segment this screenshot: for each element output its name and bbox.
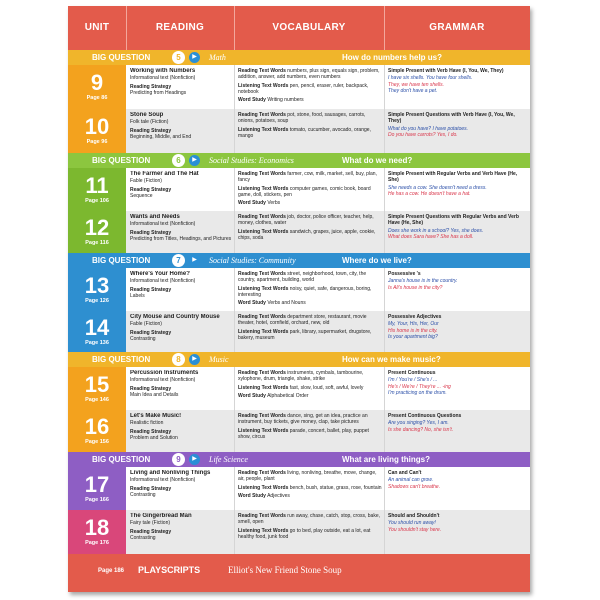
vocab-label: Reading Text Words [238, 112, 286, 118]
vocab-words: dance, sing, get an idea, practice an instrument, buy tickets, give money, clap, take pictures [238, 413, 368, 426]
reading-strategy-label: Reading Strategy [130, 127, 172, 134]
vocab-words: pot, stone, food, sausages, carrots, onions, potatoes, soup [238, 112, 366, 125]
reading-strategy-label: Reading Strategy [130, 428, 172, 435]
header-vocabulary: VOCABULARY [272, 22, 346, 33]
column-divider [234, 168, 235, 211]
vocab-label: Reading Text Words [238, 370, 286, 376]
big-question-subject: Math [209, 53, 226, 62]
reading-strategy: Contrasting [130, 335, 156, 342]
big-question-text: Where do we live? [342, 256, 412, 265]
grammar-cell [388, 513, 526, 553]
reading-strategy: Predicting from Titles, Headings, and Pictures [130, 235, 232, 242]
genre-text: Informational text [130, 477, 169, 484]
genre-note: (Nonfiction) [169, 221, 196, 228]
grammar-example: What do you have? I have potatoes. [388, 125, 469, 132]
unit-number-cell [68, 211, 126, 253]
big-question-line [205, 352, 441, 367]
vocab-line [238, 97, 382, 103]
vocab-label: Listening Text Words [238, 328, 289, 335]
big-question-number: 5 [172, 51, 185, 64]
vocab-line [238, 329, 382, 342]
vocab-label: Listening Text Words [238, 126, 289, 133]
reading-cell [130, 214, 232, 252]
vocab-line [238, 493, 382, 499]
grammar-example: They, we have ten shells. [388, 81, 445, 88]
grammar-title: Should and Shouldn't [388, 513, 440, 519]
big-question-number: 9 [172, 453, 185, 466]
genre-text: Fairy tale [130, 520, 151, 527]
unit-number-cell [68, 65, 126, 109]
reading-cell [130, 413, 232, 451]
grammar-example: You shouldn't stay here. [388, 526, 442, 533]
genre-note: (Fiction) [150, 119, 169, 126]
vocab-label: Listening Text Words [238, 384, 289, 391]
big-question-number: 8 [172, 353, 185, 366]
grammar-example: What does Sara have? She has a doll. [388, 233, 474, 240]
reading-cell [130, 370, 232, 409]
vocab-label: Listening Text Words [238, 185, 289, 192]
big-question-number: 7 [172, 254, 185, 267]
unit-page: Page 156 [85, 439, 109, 445]
unit-number: 9 [90, 70, 104, 95]
grammar-example: Is she dancing? No, she isn't. [388, 426, 454, 433]
vocab-line [238, 370, 382, 383]
column-divider [234, 211, 235, 253]
big-question-subject: Music [209, 355, 229, 364]
vocabulary-cell [238, 413, 382, 451]
big-question-number: 6 [172, 154, 185, 167]
big-question-subject: Life Science [209, 455, 248, 464]
vocab-line [238, 186, 382, 199]
vocab-label: Listening Text Words [238, 484, 289, 491]
reading-cell [130, 171, 232, 210]
big-question-text: How do numbers help us? [342, 53, 443, 62]
column-divider [384, 268, 385, 311]
vocab-label: Listening Text Words [238, 82, 289, 89]
vocabulary-cell [238, 68, 382, 108]
vocab-words: parade, concert, ballet, play, puppet show, circus [238, 427, 369, 440]
reading-cell [130, 314, 232, 351]
footer-titles: Elliot's New Friend Stone Soup [228, 565, 342, 575]
big-question-line [205, 50, 443, 65]
unit-number-cell [68, 268, 126, 311]
grammar-cell [388, 271, 526, 310]
header-reading: READING [155, 22, 205, 33]
reading-title: The Gingerbread Man [130, 513, 192, 519]
genre-text: Realistic fiction [130, 420, 164, 427]
vocab-line [238, 127, 382, 140]
vocabulary-cell [238, 470, 382, 509]
grammar-example: Does she work in a school? Yes, she does. [388, 227, 484, 234]
grammar-title: Simple Present with Verb Have (I, You, We, They) [388, 68, 504, 74]
vocabulary-cell [238, 314, 382, 351]
reading-title: The Farmer and The Hat [130, 171, 199, 177]
grammar-example: He has a cow. He doesn't have a hat. [388, 190, 471, 197]
vocab-words: department store, restaurant, movie theater, hotel, cornfield, orchard, new, old [238, 314, 367, 327]
vocab-line [238, 112, 382, 125]
vocab-line [238, 413, 382, 426]
vocab-line [238, 300, 382, 306]
vocab-line [238, 229, 382, 242]
play-icon: ▶ [189, 155, 200, 166]
column-divider [234, 410, 235, 452]
genre-text: Fable [130, 178, 143, 185]
reading-strategy: Sequence [130, 192, 153, 199]
grammar-example: His home is in the city. [388, 327, 438, 334]
unit-page: Page 166 [85, 497, 109, 503]
vocab-line [238, 428, 382, 441]
vocab-line [238, 385, 382, 391]
reading-strategy: Main Idea and Details [130, 391, 179, 398]
genre-text: Informational text [130, 377, 169, 384]
unit-page: Page 146 [85, 397, 109, 403]
reading-title: Stone Soup [130, 112, 164, 118]
vocab-line [238, 485, 382, 491]
grammar-cell [388, 171, 526, 210]
reading-genre [130, 278, 232, 284]
reading-strategy-label: Reading Strategy [130, 186, 172, 193]
vocab-words: run away, chase, catch, stop, cross, bake, smell, open [238, 513, 381, 526]
vocab-label: Reading Text Words [238, 470, 286, 476]
column-divider [384, 367, 385, 410]
vocab-line [238, 171, 382, 184]
big-question-subject: Social Studies: Economics [209, 156, 294, 165]
big-question-line [205, 253, 412, 268]
reading-strategy-label: Reading Strategy [130, 485, 172, 492]
grammar-example: Is Ali's house in the city? [388, 284, 443, 291]
reading-genre [130, 477, 232, 483]
vocab-words: instruments, cymbals, tambourine, xylophone, drum, triangle, shake, strike [238, 370, 364, 383]
reading-cell [130, 112, 232, 152]
reading-strategy: Labels [130, 292, 145, 299]
vocab-words: tomato, cucumber, avocado, orange, mango [238, 126, 371, 139]
play-icon: ▶ [189, 255, 200, 266]
big-question-banner [68, 253, 530, 268]
column-divider [234, 311, 235, 352]
column-divider [234, 109, 235, 153]
column-divider [384, 109, 385, 153]
grammar-example: I'm practicing on the drum. [388, 389, 447, 396]
vocab-words: bench, bush, statue, grass, rose, fountain [289, 484, 382, 491]
vocab-line [238, 200, 382, 206]
grammar-title: Possessive Adjectives [388, 314, 442, 320]
grammar-example: I have six shells. You have four shells. [388, 75, 473, 82]
vocab-line [238, 286, 382, 299]
unit-number: 11 [85, 173, 109, 198]
reading-genre [130, 221, 232, 227]
header-divider [126, 6, 127, 50]
vocab-label: Word Study [238, 492, 266, 499]
big-question-label: BIG QUESTION [92, 455, 151, 464]
grammar-example: You should run away! [388, 520, 436, 527]
vocab-label: Listening Text Words [238, 527, 289, 534]
unit-page: Page 96 [86, 139, 108, 145]
grammar-example: Janna's house is in the country. [388, 278, 458, 285]
grammar-cell [388, 314, 526, 351]
reading-genre [130, 420, 232, 426]
reading-title: Let's Make Music! [130, 413, 182, 419]
reading-genre [130, 520, 232, 526]
unit-number-cell [68, 109, 126, 153]
unit-page: Page 126 [85, 298, 109, 304]
column-divider [384, 510, 385, 554]
reading-strategy-label: Reading Strategy [130, 286, 172, 293]
unit-number-cell [68, 168, 126, 211]
grammar-example: They don't have a pet. [388, 87, 438, 94]
big-question-line [205, 153, 413, 168]
vocabulary-cell [238, 171, 382, 210]
vocab-label: Word Study [238, 300, 266, 307]
unit-number-cell [68, 311, 126, 352]
vocab-label: Reading Text Words [238, 271, 286, 277]
grammar-example: An animal can grow. [388, 477, 434, 484]
vocab-label: Reading Text Words [238, 214, 286, 220]
genre-note: (Nonfiction) [169, 377, 196, 384]
unit-number: 15 [84, 372, 110, 397]
vocab-label: Word Study [238, 392, 266, 399]
column-divider [234, 510, 235, 554]
column-divider [234, 367, 235, 410]
grammar-example: He's / We're / They're ... -ing [388, 383, 451, 390]
reading-title: Working with Numbers [130, 68, 196, 74]
grammar-title: Can and Can't [388, 470, 422, 476]
unit-number-cell [68, 510, 126, 554]
vocab-words: Alphabetical Order [267, 392, 309, 399]
unit-number: 13 [84, 273, 110, 298]
vocab-words: Verbs [267, 200, 281, 207]
reading-title: Where's Your Home? [130, 271, 190, 277]
reading-genre [130, 75, 232, 81]
grammar-cell [388, 413, 526, 451]
vocab-words: noisy, quiet, safe, dangerous, boring, interesting [238, 285, 372, 298]
footer-page: Page 186 [98, 568, 125, 574]
grammar-cell [388, 214, 526, 252]
reading-strategy-label: Reading Strategy [130, 385, 172, 392]
genre-text: Informational text [130, 278, 169, 285]
reading-strategy-label: Reading Strategy [130, 528, 172, 535]
reading-strategy-label: Reading Strategy [130, 83, 172, 90]
vocab-label: Reading Text Words [238, 314, 286, 320]
big-question-banner [68, 352, 530, 367]
grammar-example: She needs a cow. She doesn't need a dress. [388, 184, 487, 191]
vocab-words: computer games, comic book, board game, doll, stickers, pen [238, 185, 371, 198]
reading-strategy: Beginning, Middle, and End [130, 133, 192, 140]
grammar-title: Simple Present with Regular Verbs and Verb Have (He, She) [388, 171, 518, 184]
big-question-text: What do we need? [342, 156, 413, 165]
vocab-line [238, 513, 382, 526]
reading-strategy: Problem and Solution [130, 434, 178, 441]
reading-cell [130, 513, 232, 553]
reading-title: Living and Nonliving Things [130, 470, 211, 476]
column-divider [384, 311, 385, 352]
vocab-line [238, 83, 382, 96]
vocab-words: Writing numbers [267, 97, 304, 104]
unit-page: Page 176 [85, 540, 109, 546]
vocab-label: Listening Text Words [238, 228, 289, 235]
genre-text: Informational text [130, 75, 169, 82]
unit-number: 10 [84, 114, 110, 139]
vocab-label: Listening Text Words [238, 285, 289, 292]
big-question-banner [68, 153, 530, 168]
big-question-label: BIG QUESTION [92, 156, 151, 165]
grammar-example: Do you have carrots? Yes, I do. [388, 131, 458, 138]
reading-genre [130, 178, 232, 184]
unit-number-cell [68, 410, 126, 452]
reading-title: Wants and Needs [130, 214, 180, 220]
grammar-example: Is your apartment big? [388, 333, 438, 340]
genre-note: (Nonfiction) [169, 278, 196, 285]
reading-title: City Mouse and Country Mouse [130, 314, 220, 320]
vocab-words: pen, pencil, eraser, ruler, backpack, notebook [238, 82, 369, 95]
big-question-label: BIG QUESTION [92, 53, 151, 62]
play-icon: ▶ [189, 354, 200, 365]
grammar-example: Shadows can't breathe. [388, 483, 441, 490]
reading-strategy-label: Reading Strategy [130, 229, 172, 236]
big-question-label: BIG QUESTION [92, 355, 151, 364]
reading-strategy: Contrasting [130, 534, 156, 541]
big-question-line [205, 452, 431, 467]
play-icon: ▶ [189, 52, 200, 63]
reading-strategy: Contrasting [130, 491, 156, 498]
grammar-example: Are you singing? Yes, I am. [388, 420, 449, 427]
grammar-cell [388, 68, 526, 108]
unit-page: Page 116 [85, 240, 109, 246]
vocab-words: Adjectives [267, 492, 290, 499]
vocabulary-cell [238, 271, 382, 310]
play-icon: ▶ [189, 454, 200, 465]
unit-number: 18 [84, 515, 110, 540]
big-question-banner [68, 452, 530, 467]
reading-cell [130, 68, 232, 108]
unit-page: Page 106 [85, 198, 109, 204]
vocab-line [238, 314, 382, 327]
grammar-example: My, Your, His, Her, Our [388, 321, 439, 328]
unit-number: 12 [84, 215, 110, 240]
column-divider [234, 467, 235, 510]
grammar-cell [388, 112, 526, 152]
genre-note: (Fiction) [151, 520, 171, 527]
grammar-cell [388, 470, 526, 509]
vocab-label: Reading Text Words [238, 413, 286, 419]
grammar-title: Present Continuous Questions [388, 413, 462, 419]
vocabulary-cell [238, 370, 382, 409]
vocab-words: living, nonliving, breathe, move, change, air, people, plant [238, 470, 377, 483]
unit-number-cell [68, 467, 126, 510]
vocabulary-cell [238, 112, 382, 152]
big-question-label: BIG QUESTION [92, 256, 151, 265]
unit-number: 14 [84, 315, 110, 340]
unit-number-cell [68, 367, 126, 410]
grammar-title: Simple Present Questions with Regular Verbs and Verb Have (He, She) [388, 214, 519, 227]
vocab-line [238, 470, 382, 483]
vocab-line [238, 271, 382, 284]
vocabulary-cell [238, 513, 382, 553]
genre-note: (Nonfiction) [169, 75, 196, 82]
vocab-words: job, doctor, police officer, teacher, help, money, clothes, water [238, 214, 374, 227]
grammar-title: Possessive 's [388, 271, 421, 277]
vocab-label: Listening Text Words [238, 427, 289, 434]
header-divider [234, 6, 235, 50]
unit-page: Page 136 [85, 340, 109, 346]
header-unit: UNIT [84, 22, 110, 33]
reading-title: Percussion Instruments [130, 370, 199, 376]
genre-text: Folk tale [130, 119, 149, 126]
reading-strategy-label: Reading Strategy [130, 329, 172, 336]
genre-note: (Nonfiction) [169, 477, 196, 484]
unit-number: 16 [84, 414, 110, 439]
column-divider [384, 467, 385, 510]
vocab-label: Word Study [238, 200, 266, 207]
playscripts-footer [68, 554, 530, 592]
grammar-cell [388, 370, 526, 409]
big-question-subject: Social Studies: Community [209, 256, 296, 265]
vocab-words: fast, slow, loud, soft, awful, lovely [289, 384, 364, 391]
reading-genre [130, 119, 232, 125]
vocab-label: Reading Text Words [238, 171, 286, 177]
contents-page [68, 6, 530, 592]
genre-text: Informational text [130, 221, 169, 228]
header-grammar: GRAMMAR [429, 22, 485, 33]
genre-note: (Fiction) [143, 321, 162, 328]
reading-genre [130, 321, 232, 327]
vocab-words: numbers, plus sign, equals sign, problem, addition, answer, add numbers, even numbers [238, 68, 380, 81]
genre-text: Fable [130, 321, 143, 328]
reading-cell [130, 470, 232, 509]
big-question-text: What are living things? [342, 455, 431, 464]
genre-note: (Fiction) [143, 178, 162, 185]
vocab-words: sandwich, grapes, juice, apple, cookie, chips, soda [238, 228, 376, 241]
big-question-text: How can we make music? [342, 355, 441, 364]
table-header [68, 6, 530, 50]
vocab-words: street, neighborhood, town, city, the country, apartment, building, world [238, 271, 367, 284]
vocab-label: Reading Text Words [238, 68, 286, 74]
column-divider [384, 211, 385, 253]
column-divider [234, 65, 235, 109]
vocab-line [238, 214, 382, 227]
reading-genre [130, 377, 232, 383]
grammar-title: Present Continuous [388, 370, 436, 376]
reading-strategy: Predicting from Headings [130, 89, 187, 96]
reading-cell [130, 271, 232, 310]
header-divider [384, 6, 385, 50]
big-question-banner [68, 50, 530, 65]
grammar-title: Simple Present Questions with Verb Have (I, You, We, They) [388, 112, 515, 125]
vocab-label: Reading Text Words [238, 513, 286, 519]
grammar-example: I'm / You're / She's / ... [388, 377, 438, 384]
vocab-line [238, 68, 382, 81]
column-divider [384, 410, 385, 452]
vocab-line [238, 393, 382, 399]
vocab-line [238, 528, 382, 541]
unit-page: Page 86 [86, 95, 108, 101]
column-divider [384, 168, 385, 211]
unit-number: 17 [84, 472, 110, 497]
vocab-words: Verbs and Nouns [267, 300, 306, 307]
vocabulary-cell [238, 214, 382, 252]
footer-label: PLAYSCRIPTS [138, 565, 201, 575]
vocab-label: Word Study [238, 97, 266, 104]
column-divider [234, 268, 235, 311]
column-divider [384, 65, 385, 109]
vocab-words: park, library, supermarket, drugstore, bakery, museum [238, 328, 372, 341]
vocab-words: go to bed, play outside, eat a lot, eat healthy food, junk food [238, 527, 371, 540]
vocab-words: farmer, cow, milk, market, sell, buy, plan, fancy [238, 171, 377, 184]
